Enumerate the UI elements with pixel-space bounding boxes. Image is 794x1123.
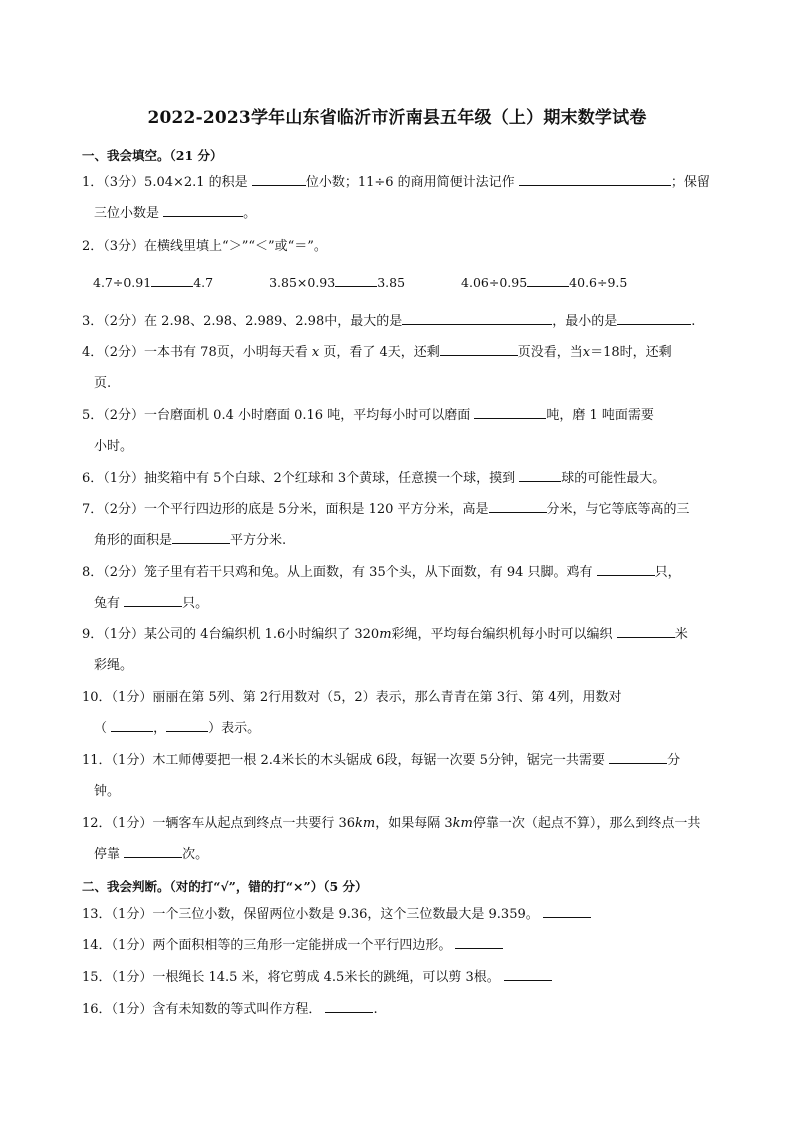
question-3 xyxy=(82,306,722,337)
q11-text-b: 分 xyxy=(667,753,681,768)
question-13 xyxy=(82,899,722,930)
q5-text-b: 吨，磨 1 吨面需要 xyxy=(546,408,654,423)
q16-text: 16．（1分）含有未知数的等式叫作方程． xyxy=(82,1002,322,1017)
answer-blank[interactable] xyxy=(335,272,377,287)
q12-text-c: 停靠一次（起点不算），那么到终点一共 xyxy=(472,816,701,831)
question-10 xyxy=(82,682,722,744)
q4-text-c: 页没看，当 xyxy=(517,345,583,360)
q4-text-a: 4．（2分）一本书有 78页，小明每天看 xyxy=(82,345,308,360)
q2-expr: 3.85×0.93 xyxy=(269,275,336,290)
q4-var-x: x xyxy=(311,345,320,360)
answer-blank[interactable] xyxy=(124,843,182,858)
q4-text-f: 页. xyxy=(94,376,112,391)
q12-text-d: 停靠 xyxy=(94,847,121,862)
q10-text-d: ）表示。 xyxy=(208,721,261,736)
q1-text-e: 。 xyxy=(243,206,257,221)
q10-text-c: ， xyxy=(153,721,167,736)
question-1 xyxy=(82,167,722,229)
q1-text-b: 位小数；11÷6 的商用简便计法记作 xyxy=(305,175,515,190)
answer-blank[interactable] xyxy=(519,171,671,186)
answer-blank[interactable] xyxy=(440,341,518,356)
answer-blank[interactable] xyxy=(489,498,547,513)
answer-blank[interactable] xyxy=(543,903,591,918)
q16-text-end: . xyxy=(373,1002,378,1017)
question-7 xyxy=(82,494,722,556)
answer-blank[interactable] xyxy=(617,310,691,325)
q10-text-a: 10．（1分）丽丽在第 5列、第 2行用数对（5，2）表示，那么青青在第 3行、第 4列，用数对 xyxy=(82,690,622,705)
page-title: 2022-2023学年山东省临沂市沂南县五年级（上）期末数学试卷 xyxy=(147,108,647,128)
question-15 xyxy=(82,962,722,993)
answer-blank[interactable] xyxy=(504,966,552,981)
q7-text-a: 7．（2分）一个平行四边形的底是 5分米，面积是 120 平方分米，高是 xyxy=(82,502,489,517)
q6-text-b: 球的可能性最大。 xyxy=(561,471,666,486)
section-judge: 二、我会判断。（对的打“√”，错的打“×”）（5 分） xyxy=(82,879,368,894)
q5-text-c: 小时。 xyxy=(94,439,134,454)
q12-unit-km: km xyxy=(452,816,473,831)
q4-text-e: ＝18时，还剩 xyxy=(590,345,672,360)
q2-comparisons xyxy=(93,272,679,290)
answer-blank[interactable] xyxy=(402,310,552,325)
question-4 xyxy=(82,337,722,399)
answer-blank[interactable] xyxy=(325,998,373,1013)
answer-blank[interactable] xyxy=(163,202,243,217)
q10-text-b: （ xyxy=(94,721,108,736)
q7-text-b: 分米，与它等底等高的三 xyxy=(546,502,690,517)
section-fill-in: 一、我会填空。（21 分） xyxy=(82,148,223,163)
question-5 xyxy=(82,400,722,462)
q3-text-c: . xyxy=(691,314,696,329)
q12-text-a: 12．（1分）一辆客车从起点到终点一共要行 36 xyxy=(82,816,355,831)
q11-text-c: 钟。 xyxy=(94,784,121,799)
question-2 xyxy=(82,231,722,262)
answer-blank[interactable] xyxy=(111,717,153,732)
q6-text-a: 6．（1分）抽奖箱中有 5个白球、2个红球和 3个黄球，任意摸一个球，摸到 xyxy=(82,471,516,486)
q2-expr: 3.85 xyxy=(377,275,406,290)
q12-text-b: ，如果每隔 3 xyxy=(375,816,453,831)
question-14 xyxy=(82,930,722,961)
answer-blank[interactable] xyxy=(617,623,675,638)
answer-blank[interactable] xyxy=(151,272,193,287)
q2-expr: 4.06÷0.95 xyxy=(461,275,528,290)
answer-blank[interactable] xyxy=(166,717,208,732)
q8-text-c: 兔有 xyxy=(94,596,121,611)
q9-text-b: 彩绳，平均每台编织机每小时可以编织 xyxy=(391,627,613,642)
question-16 xyxy=(82,994,722,1025)
q2-text: 2．（3分）在横线里填上“＞”“＜”或“＝”。 xyxy=(82,239,327,254)
q7-text-c: 角形的面积是 xyxy=(94,533,173,548)
question-11 xyxy=(82,745,722,807)
q1-text-c: ；保留 xyxy=(670,175,710,190)
question-9 xyxy=(82,619,722,681)
q14-text: 14．（1分）两个面积相等的三角形一定能拼成一个平行四边形。 xyxy=(82,938,452,953)
q1-text-a: 1．（3分）5.04×2.1 的积是 xyxy=(82,175,248,190)
answer-blank[interactable] xyxy=(519,467,561,482)
q15-text: 15．（1分）一根绳长 14.5 米，将它剪成 4.5米长的跳绳，可以剪 3根。 xyxy=(82,970,500,985)
q2-expr: 40.6÷9.5 xyxy=(569,275,628,290)
q8-text-a: 8．（2分）笼子里有若干只鸡和兔。从上面数，有 35个头，从下面数，有 94 只脚。鸡有 xyxy=(82,565,593,580)
answer-blank[interactable] xyxy=(597,561,655,576)
answer-blank[interactable] xyxy=(527,272,569,287)
q1-text-d: 三位小数是 xyxy=(94,206,160,221)
q12-unit-km: km xyxy=(355,816,376,831)
q7-text-d: 平方分米. xyxy=(230,533,287,548)
answer-blank[interactable] xyxy=(252,171,306,186)
q9-unit-m: m xyxy=(379,627,392,642)
q3-text-b: ，最小的是 xyxy=(552,314,618,329)
q4-var-x: x xyxy=(582,345,591,360)
q2-expr: 4.7÷0.91 xyxy=(93,275,152,290)
q8-text-d: 只。 xyxy=(182,596,209,611)
question-8 xyxy=(82,557,722,619)
q9-text-a: 9．（1分）某公司的 4台编织机 1.6小时编织了 320 xyxy=(82,627,380,642)
answer-blank[interactable] xyxy=(609,749,667,764)
q2-expr: 4.7 xyxy=(193,275,214,290)
question-12 xyxy=(82,808,722,870)
question-6 xyxy=(82,463,722,494)
q4-text-b: 页，看了 4天，还剩 xyxy=(323,345,440,360)
q9-text-c: 米 xyxy=(674,627,688,642)
q3-text-a: 3．（2分）在 2.98、2.98、2.989、2.98中，最大的是 xyxy=(82,314,403,329)
q13-text: 13．（1分）一个三位小数，保留两位小数是 9.36，这个三位数最大是 9.359。 xyxy=(82,907,539,922)
answer-blank[interactable] xyxy=(474,404,546,419)
q11-text-a: 11．（1分）木工师傅要把一根 2.4米长的木头锯成 6段，每锯一次要 5分钟，锯完一共需要 xyxy=(82,753,605,768)
answer-blank[interactable] xyxy=(172,529,230,544)
answer-blank[interactable] xyxy=(124,592,182,607)
q9-text-d: 彩绳。 xyxy=(94,658,134,673)
answer-blank[interactable] xyxy=(455,934,503,949)
q8-text-b: 只， xyxy=(654,565,681,580)
q12-text-e: 次。 xyxy=(182,847,209,862)
q5-text-a: 5．（2分）一台磨面机 0.4 小时磨面 0.16 吨，平均每小时可以磨面 xyxy=(82,408,471,423)
